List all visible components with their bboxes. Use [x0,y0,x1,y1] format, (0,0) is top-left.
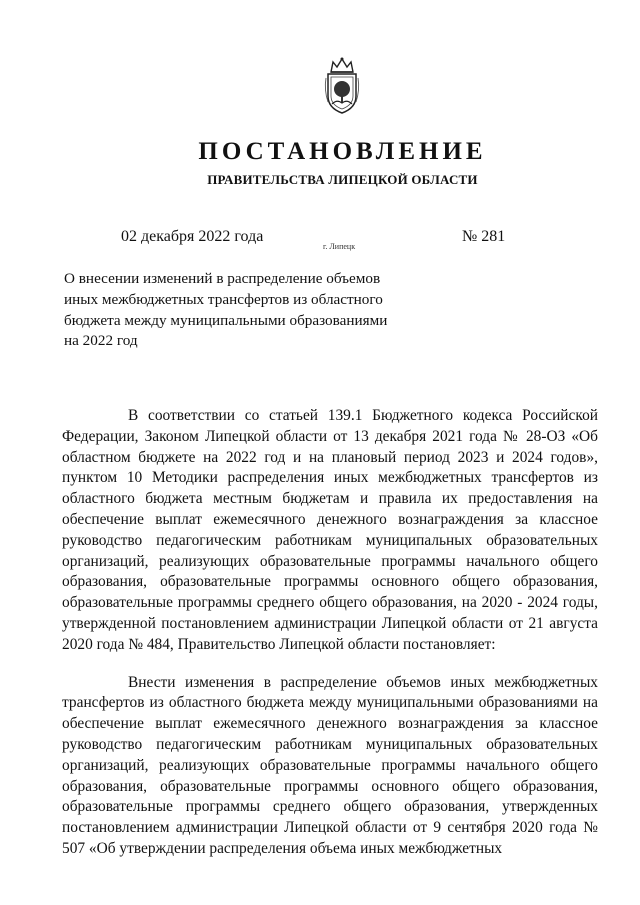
coat-of-arms-icon [323,56,361,116]
document-date: 02 декабря 2022 года [121,228,264,245]
body-paragraph: В соответствии со статьей 139.1 Бюджетного кодекса Российской Федерации, Законом Липецкой области от 13 декабря 2021 года № 28-ОЗ «Об областном бюджете на 2022 год и на плановый период 2023 и 2024 годов», пунктом 10 Методики распределения иных межбюджетных трансфертов из областного бюджета местным бюджетам и правила их предоставления на обеспечение выплат ежемесячного денежного вознаграждения за классное руководство педагогическим работникам муниципальных образовательных организаций, реализующих образовательные программы начального общего образования, образовательные программы основного общего образования, образовательные программы среднего общего образования, на 2020 - 2024 годы, утвержденной постановлением администрации Липецкой области от 21 августа 2020 года № 484, Правительство Липецкой области постановляет: [62,407,598,653]
document-number: № 281 [462,228,506,245]
issuing-authority: ПРАВИТЕЛЬСТВА ЛИПЕЦКОЙ ОБЛАСТИ [207,172,478,187]
document-subject: О внесении изменений в распределение объемов иных межбюджетных трансфертов из областного бюджета между муниципальными образованиями на 2022 год [64,270,388,350]
document-city: г. Липецк [323,242,356,251]
document-title: ПОСТАНОВЛЕНИЕ [198,138,487,165]
body-paragraph: Внести изменения в распределение объемов иных межбюджетных трансфертов из областного бюджета между муниципальными образованиями на обеспечение выплат ежемесячного денежного вознаграждения за классное руководство педагогическим работникам муниципальных образовательных организаций, реализующих образовательные программы начального общего образования, образовательные программы основного общего образования, образовательные программы среднего общего образования, утвержденных постановлением администрации Липецкой области от 9 сентября 2020 года № 507 «Об утверждении распределения объема иных межбюджетных [62,673,598,857]
document-body [62,406,598,877]
